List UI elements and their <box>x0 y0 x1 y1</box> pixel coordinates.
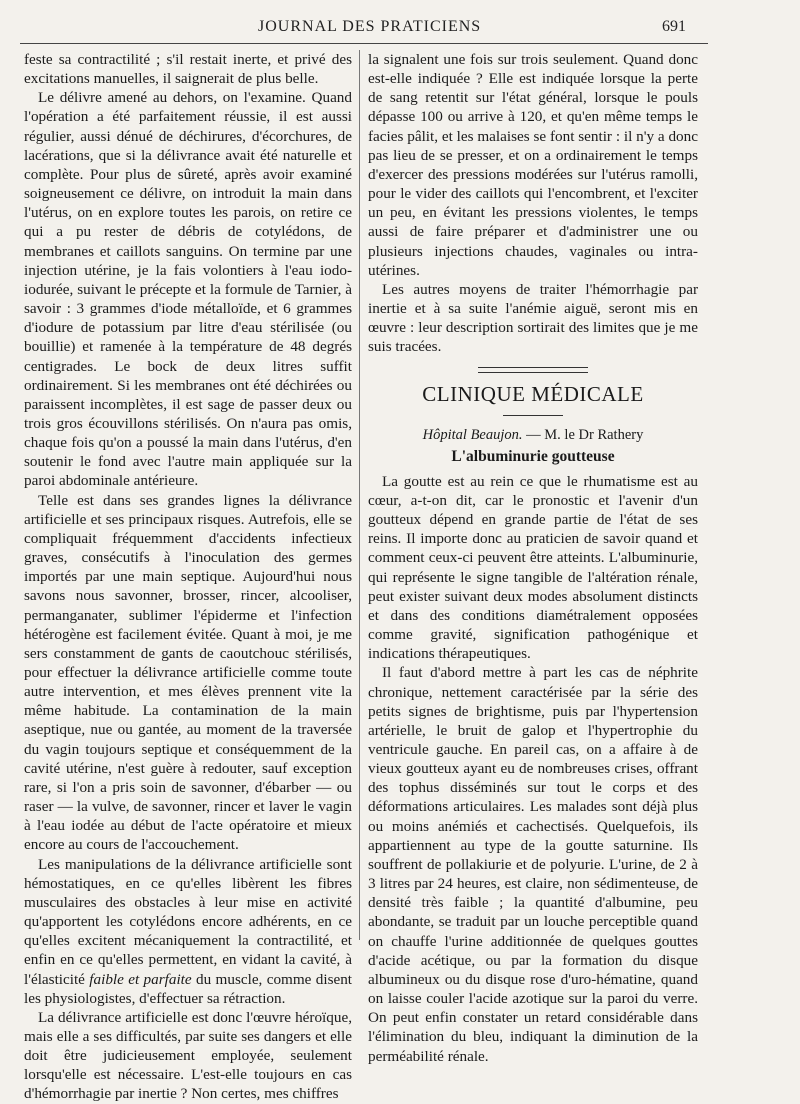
article-title: L'albuminurie goutteuse <box>451 447 615 465</box>
byline <box>368 426 698 445</box>
section-title: CLINIQUE MÉDICALE <box>422 381 644 406</box>
title-rule <box>503 415 563 416</box>
paragraph-text: du muscle, comme disent les physiologistes, d'effectuer sa rétraction. <box>24 970 353 1007</box>
paragraph: la signalent une fois sur trois seulement. Quand donc est-elle indiquée ? Elle est indiquée lorsque la perte de sang retentit sur l'état général, lorsque le pouls dépasse 100 ou arrive à 120, et qu'en même temps le facies pâlit, et les malaises se font sentir : il n'y a donc pas lieu de se presser, et on a ordinairement le temps d'exercer des pressions modérées sur l'utérus ramolli, pour le vider des caillots qui l'encombrent, et l'exciter un peu, en évitant les pressions violentes, le temps aussi de faire préparer et d'administrer une ou plusieurs injections chaudes, vaginales ou intra-utérines. <box>368 51 698 279</box>
italic-phrase: faible et parfaite <box>89 970 192 988</box>
byline-author: — M. le Dr Rathery <box>526 426 644 443</box>
paragraph: feste sa contractilité ; s'il restait inerte, et privé des excitations manuelles, il saignerait de plus belle. <box>24 51 352 88</box>
paragraph-text: Les manipulations de la délivrance artificielle sont hémostatiques, en ce qu'elles libèrent les fibres musculaires des obstacles à leur mise en activité qu'apportent les cotylédons encore adhérents, en ce qu'elles excitent mécaniquement la contractilité, et enfin en ce qu'elles permettent, en vidant la cavité, à l'élasticité <box>24 855 352 988</box>
page-number: 691 <box>662 18 686 35</box>
byline-place: Hôpital Beaujon. <box>422 426 523 443</box>
paragraph: Il faut d'abord mettre à part les cas de néphrite chronique, nettement caractérisée par la série des petits signes de brightisme, puis par l'hypertension artérielle, le bruit de galop et l'hypertrophie du ventricule gauche. En pareil cas, on a affaire à de vieux goutteux ayant eu de nombreuses crises, offrant des tophus disséminés sur tout le corps et des déformations articulaires. Les malades sont déjà plus ou moins anémiés et cachectisés. Quelquefois, ils appartiennent au type de la goutte saturnine. Ils souffrent de pollakiurie et de polyurie. L'urine, de 2 à 3 litres par 24 heures, est claire, non sédimenteuse, de densité très faible ; la quantité d'albumine, peu abondante, se traduit par un louche perceptible quand on chauffe l'urine additionnée de quelques gouttes d'acide acétique, ou par la formation du disque albumineux ou du disque rose d'uro-hématine, quand on laisse couler l'acide azotique sur la paroi du verre. On peut enfin constater un retard considérable dans l'élimination du bleu, indiquant la diminution de la perméabilité rénale. <box>368 664 698 1065</box>
paragraph: Telle est dans ses grandes lignes la délivrance artificielle et ses principaux risques. Autrefois, elle se compliquait fréquemment d'accidents infectieux graves, consécutifs à l'inoculation des germes importés par une main septique. Aujourd'hui nous savons nous savonner, brosser, rincer, alcooliser, permanganater, sublimer l'épiderme et l'infection hétérogène est facilement évitée. Quant à moi, je me sers constamment de gants de caoutchouc stérilisés, pour effectuer la délivrance artificielle comme toute autre intervention, et mes élèves prennent vite la même habitude. La contamination de la main aseptique, nue ou gantée, au moment de la traversée du vagin toujours septique et conséquemment de la cavité utérine, n'est guère à redouter, sauf exception rare, si l'on a pris soin de savonner, d'ébarber — ou raser — la vulve, de savonner, rincer et laver le vagin à l'eau iodée au début de l'acte opératoire et mieux encore au cours de l'accouchement. <box>24 491 352 854</box>
right-column <box>368 50 698 1066</box>
paragraph: La goutte est au rein ce que le rhumatisme est au cœur, a-t-on dit, car le pronostic et l'avenir d'un goutteux dépend en grande partie de l'état de ses reins. Il importe donc au praticien de savoir quand et comment ceux-ci peuvent être atteints. L'albuminurie, qui représente le signe tangible de l'altération rénale, peut exister suivant deux modes absolument distincts et dans des conditions diamétralement opposées comme gravité, signification pathogénique et indications thérapeutiques. <box>368 472 698 663</box>
column-divider <box>359 50 360 940</box>
section-separator <box>478 367 588 373</box>
paragraph: Les autres moyens de traiter l'hémorrhagie par inertie et à sa suite l'anémie aiguë, seront mis en œuvre : leur description sortirait des limites que je me suis tracées. <box>368 280 698 356</box>
paragraph: Le délivre amené au dehors, on l'examine. Quand l'opération a été parfaitement réussie, il est aussi régulier, aussi dénué de déchirures, d'écorchures, de lacérations, que si la délivrance avait été naturelle et complète. Pour plus de sûreté, après avoir examiné soigneusement ce délivre, on introduit la main dans l'utérus, on en explore toutes les parois, on retire ce qui a pu rester de débris de cotylédons, de membranes et caillots sanguins. On termine par une injection utérine, je la fais volontiers à l'eau iodo-iodurée, suivant le précepte et la formule de Tarnier, à savoir : 3 grammes d'iode métalloïde, et 6 grammes d'iodure de potassium par litre d'eau stérilisée (ou bouillie) et ramenée à la température de 48 degrés centigrades. Le bock de deux litres suffit ordinairement. Si les membranes ont été déchirées ou paraissent incomplètes, il est sage de passer deux ou trois gros écouvillons stérilisés. On n'aura pas omis, chaque fois qu'on a poussé la main dans l'utérus, d'en soutenir le fond avec l'autre main appliquée sur la paroi abdominale antérieure. <box>24 89 352 490</box>
running-title: JOURNAL DES PRATICIENS <box>258 18 482 35</box>
header-rule <box>20 43 708 44</box>
page-header <box>0 0 800 46</box>
paragraph: La délivrance artificielle est donc l'œuvre héroïque, mais elle a ses difficultés, par suite ses dangers et elle doit être judicieusement employée, seulement lorsqu'elle est nécessaire. L'est-elle toujours en cas d'hémorrhagie par inertie ? Non certes, mes chiffres <box>24 1008 352 1103</box>
paragraph-with-italic <box>24 855 352 1008</box>
left-column <box>24 50 352 1104</box>
